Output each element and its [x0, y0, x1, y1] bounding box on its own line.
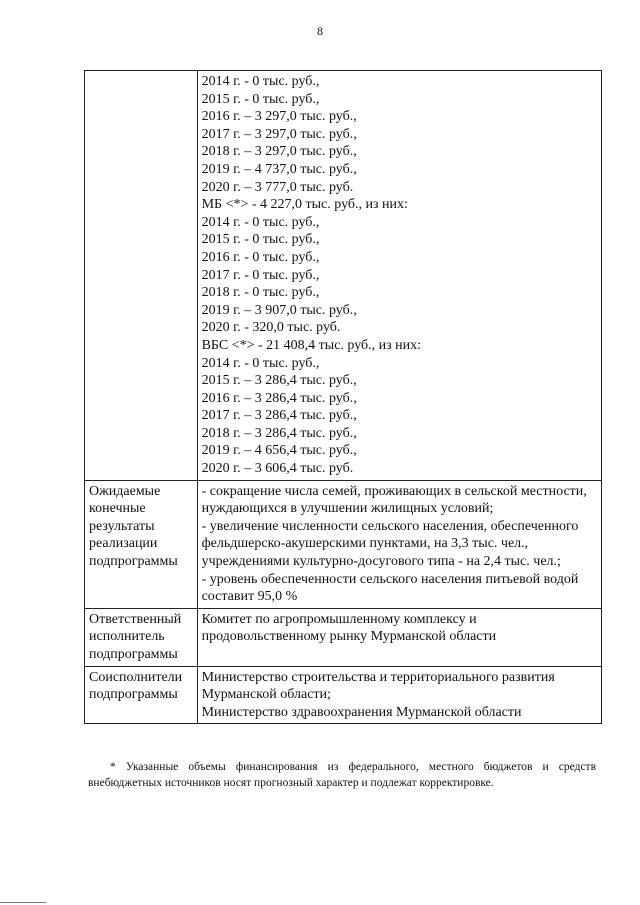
- financing-line: 2017 г. - 0 тыс. руб.,: [201, 267, 320, 283]
- financing-line: 2016 г. - 0 тыс. руб.,: [201, 249, 320, 265]
- financing-label-cell: [85, 71, 198, 481]
- responsible-value: Комитет по агропромышленному комплексу и продовольственному рынку Мурманской области: [197, 608, 601, 666]
- expected-results-label: Ожидаемые конечные результаты реализации подпрограммы: [85, 480, 198, 608]
- co-executor-item: Министерство здравоохранения Мурманской области: [201, 704, 522, 720]
- financing-line: 2015 г. – 3 286,4 тыс. руб.,: [201, 373, 357, 389]
- financing-line: 2017 г. – 3 297,0 тыс. руб.,: [201, 126, 357, 142]
- footnote-star: *: [110, 761, 116, 773]
- financing-line: 2016 г. – 3 297,0 тыс. руб.,: [201, 109, 357, 125]
- financing-line: 2014 г. - 0 тыс. руб.,: [201, 214, 320, 230]
- page-number: 8: [317, 24, 323, 38]
- financing-line: 2020 г. - 320,0 тыс. руб.: [201, 320, 341, 336]
- financing-row: [85, 71, 602, 481]
- financing-line: 2020 г. – 3 606,4 тыс. руб.: [201, 461, 354, 477]
- financing-line: 2018 г. – 3 297,0 тыс. руб.,: [201, 144, 357, 160]
- co-executors-row: [85, 666, 602, 724]
- financing-value-cell: [197, 71, 601, 481]
- financing-line: 2019 г. – 4 737,0 тыс. руб.,: [201, 161, 357, 177]
- financing-line: 2014 г. - 0 тыс. руб.,: [201, 74, 320, 89]
- financing-line: 2019 г. – 3 907,0 тыс. руб.,: [201, 302, 357, 318]
- co-executor-item: Министерство строительства и территориального развития Мурманской области;: [201, 669, 555, 703]
- financing-mb-total: МБ <*> - 4 227,0 тыс. руб., из них:: [201, 197, 408, 213]
- financing-line: 2018 г. - 0 тыс. руб.,: [201, 285, 320, 301]
- expected-results-value: [197, 480, 601, 608]
- expected-results-row: [85, 480, 602, 608]
- co-executors-value: [197, 666, 601, 724]
- financing-line: 2014 г. - 0 тыс. руб.,: [201, 355, 320, 371]
- result-item: - увеличение численности сельского населения, обеспеченного фельдшерско-акушерскими пунктами, на 3,3 тыс. чел., учреждениями культурно-досугового типа - на 2,4 тыс. чел.;: [201, 518, 579, 570]
- result-item: - уровень обеспеченности сельского населения питьевой водой составит 95,0 %: [201, 571, 579, 605]
- subprogram-passport-table: [84, 70, 602, 724]
- footnote: [88, 760, 596, 791]
- financing-line: 2015 г. - 0 тыс. руб.,: [201, 91, 320, 107]
- scan-edge-mark: [0, 902, 46, 903]
- result-item: - сокращение числа семей, проживающих в сельской местности, нуждающихся в улучшении жилищных условий;: [201, 483, 587, 517]
- financing-line: 2015 г. - 0 тыс. руб.,: [201, 232, 320, 248]
- financing-line: 2018 г. – 3 286,4 тыс. руб.,: [201, 425, 357, 441]
- responsible-label: Ответственный исполнитель подпрограммы: [85, 608, 198, 666]
- responsible-row: [85, 608, 602, 666]
- financing-line: 2016 г. – 3 286,4 тыс. руб.,: [201, 390, 357, 406]
- financing-vbs-total: ВБС <*> - 21 408,4 тыс. руб., из них:: [201, 337, 422, 353]
- footnote-text: Указанные объемы финансирования из федерального, местного бюджетов и средств внебюджетных источников носят прогнозный характер и подлежат корректировке.: [88, 761, 596, 789]
- financing-line: 2019 г. – 4 656,4 тыс. руб.,: [201, 443, 357, 459]
- financing-line: 2020 г. – 3 777,0 тыс. руб.: [201, 179, 354, 195]
- financing-line: 2017 г. – 3 286,4 тыс. руб.,: [201, 408, 357, 424]
- co-executors-label: Соисполнители подпрограммы: [85, 666, 198, 724]
